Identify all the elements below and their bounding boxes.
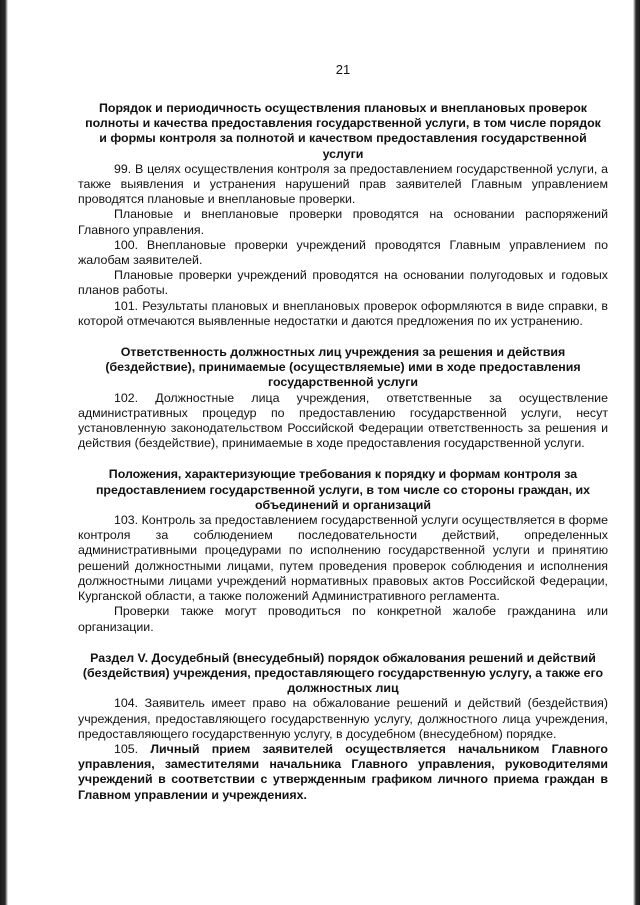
section-heading: Ответственность должностных лиц учреждения за решения и действия (бездействие), принимаемые (осуществляемые) ими в ходе предоставления государственной услуги (105, 345, 581, 390)
paragraph: Плановые и внеплановые проверки проводятся на основании распоряжений Главного управления. (78, 207, 608, 237)
paragraph: Плановые проверки учреждений проводятся на основании полугодовых и годовых планов работы. (78, 268, 608, 298)
paragraph-101: 101. Результаты плановых и внеплановых проверок оформляются в виде справки, в которой отмечаются выявленные недостатки и даются предложения по их устранению. (78, 298, 608, 328)
paragraph-number: 105. (114, 741, 139, 756)
paragraph: Проверки также могут проводиться по конкретной жалобе гражданина или организации. (78, 604, 608, 634)
section-control-requirements (78, 467, 608, 634)
paragraph-103: 103. Контроль за предоставлением государственной услуги осуществляется в форме контроля за соблюдением последовательности действий, определенных административными процедурами по исполнению государственной услуги и принятию решений должностными лицами, путем проведения проверок соблюдения и исполнения должностными лицами учреждений нормативных правовых актов Российской Федерации, Курганской области, а также положений Административного регламента. (78, 513, 608, 604)
paragraph-105 (78, 742, 608, 803)
paragraph-text: Личный прием заявителей осуществляется начальником Главного управления, заместителями начальника Главного управления, руководителями учреждений в соответствии с утвержденным графиком личного приема граждан в Главном управлении и учреждениях. (78, 741, 608, 802)
page-number: 21 (335, 62, 351, 77)
section-heading: Раздел V. Досудебный (внесудебный) порядок обжалования решений и действий (бездействия) учреждения, предоставляющего государственную услугу, а также его должностных лиц (82, 650, 604, 696)
paragraph-104: 104. Заявитель имеет право на обжалование решений и действий (бездействия) учреждения, предоставляющего государственную услугу, должностного лица учреждения, предоставляющего государственную услугу, в досудебном (внесудебном) порядке. (78, 696, 608, 741)
scan-edge-left (0, 0, 8, 905)
section-heading: Положения, характеризующие требования к порядку и формам контроля за предоставлением государственной услуги, в том числе со стороны граждан, их объединений и организаций (95, 467, 591, 512)
section-inspections (78, 101, 608, 329)
scan-edge-right (633, 0, 640, 905)
section-responsibility (78, 345, 608, 451)
paragraph-99: 99. В целях осуществления контроля за предоставлением государственной услуги, а также выявления и устранения нарушений прав заявителей Главным управлением проводятся плановые и внеплановые проверки. (78, 161, 608, 207)
paragraph-102: 102. Должностные лица учреждения, ответственные за осуществление административных процедур по предоставлению государственной услуги, несут установленную законодательством Российской Федерации ответственность за решения и действия (бездействие), принимаемые в ходе предоставления государственной услуги. (78, 390, 608, 451)
section-appeal (78, 651, 608, 803)
paragraph-100: 100. Внеплановые проверки учреждений проводятся Главным управлением по жалобам заявителей. (78, 237, 608, 268)
section-heading: Порядок и периодичность осуществления плановых и внеплановых проверок полноты и качества предоставления государственной услуги, в том числе порядок и формы контроля за полнотой и качеством предоставления государственной услуги (85, 101, 601, 161)
